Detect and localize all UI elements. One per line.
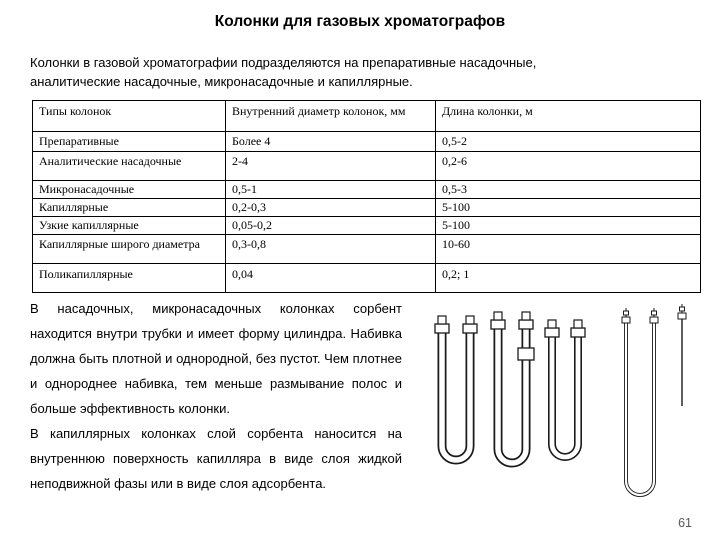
cell-diameter: 0,2-0,3	[226, 199, 436, 217]
cell-type: Капиллярные широго диаметра	[33, 235, 226, 264]
table-row	[33, 217, 701, 235]
packed-u-tube-1	[435, 316, 477, 460]
table-row	[33, 152, 701, 181]
cell-diameter: 0,5-1	[226, 181, 436, 199]
cell-type: Поликапиллярные	[33, 264, 226, 293]
cell-diameter: 0,3-0,8	[226, 235, 436, 264]
table-row	[33, 132, 701, 152]
cell-length: 10-60	[436, 235, 701, 264]
packed-u-tube-3	[545, 320, 585, 457]
cell-length: 0,5-2	[436, 132, 701, 152]
cell-length: 0,2; 1	[436, 264, 701, 293]
cell-type: Микронасадочные	[33, 181, 226, 199]
page-title: Колонки для газовых хроматографов	[214, 13, 506, 30]
table-row	[33, 199, 701, 217]
cell-type: Узкие капиллярные	[33, 217, 226, 235]
table-row	[33, 235, 701, 264]
capillary-u-tube	[622, 308, 658, 495]
intro-text: Колонки в газовой хроматографии подразделяются на препаративные насадочные, аналитические насадочные, микронасадочные и капиллярные.	[30, 55, 537, 89]
body-text	[30, 296, 402, 496]
coupling-fitting	[518, 348, 534, 360]
packed-u-tube-2	[491, 312, 534, 463]
cell-diameter: 2-4	[226, 152, 436, 181]
table-header-row	[33, 101, 701, 132]
cell-length: 5-100	[436, 199, 701, 217]
header-column-types: Типы колонок	[33, 101, 226, 132]
header-inner-diameter: Внутренний диаметр колонок, мм	[226, 101, 436, 132]
cell-type: Препаративные	[33, 132, 226, 152]
page-number: 61	[678, 516, 692, 530]
table-row	[33, 264, 701, 293]
u-tube-columns-figure-icon	[424, 296, 702, 522]
capillary-line	[678, 304, 686, 406]
cell-type: Капиллярные	[33, 199, 226, 217]
header-column-length: Длина колонки, м	[436, 101, 701, 132]
paragraph-capillary-columns: В капиллярных колонках слой сорбента наносится на внутреннюю поверхность капилляра в виде слоя жидкой неподвижной фазы или в виде слоя адсорбента.	[30, 426, 402, 491]
cell-length: 5-100	[436, 217, 701, 235]
cell-diameter: 0,05-0,2	[226, 217, 436, 235]
cell-type: Аналитические насадочные	[33, 152, 226, 181]
column-types-table	[32, 100, 701, 293]
cell-length: 0,5-3	[436, 181, 701, 199]
cell-diameter: 0,04	[226, 264, 436, 293]
cell-diameter: Более 4	[226, 132, 436, 152]
cell-length: 0,2-6	[436, 152, 701, 181]
paragraph-packed-columns: В насадочных, микронасадочных колонках сорбент находится внутри трубки и имеет форму цилиндра. Набивка должна быть плотной и однородной, без пустот. Чем плотнее и однороднее набивка, тем меньше размывание полос и больше эффективность колонки.	[30, 301, 402, 416]
table-row	[33, 181, 701, 199]
